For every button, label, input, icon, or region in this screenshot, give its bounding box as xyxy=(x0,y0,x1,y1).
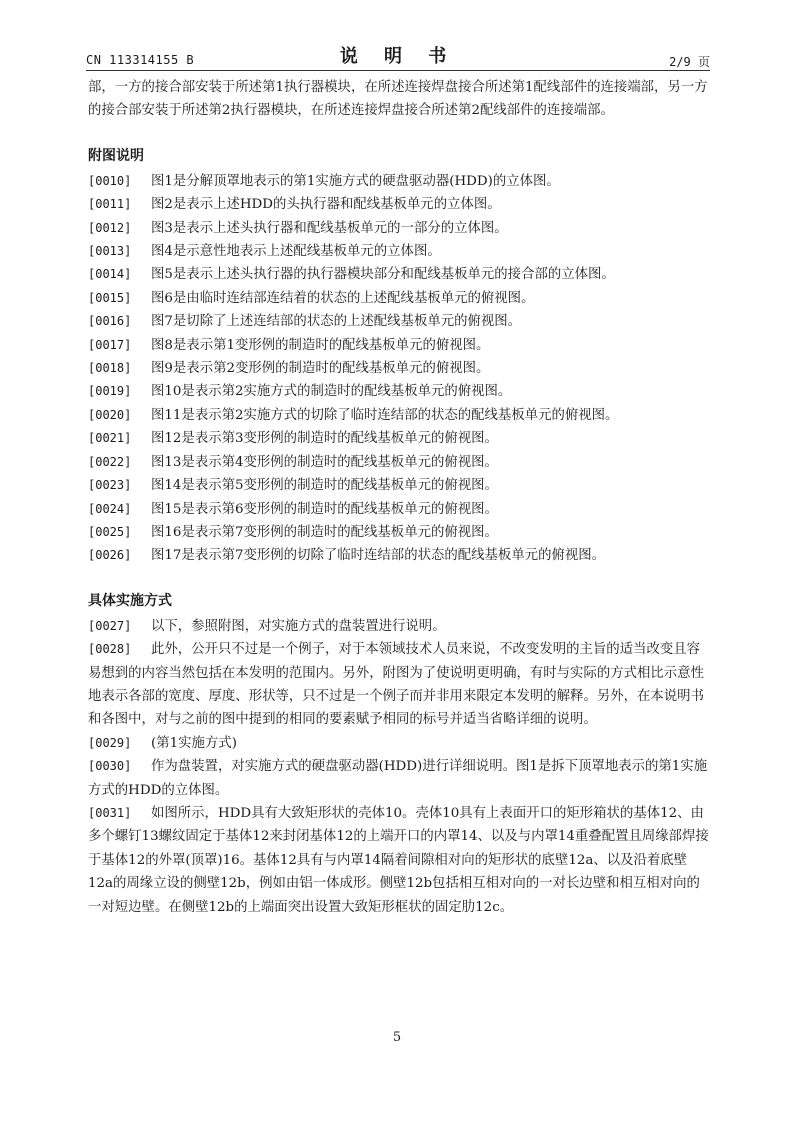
paragraph-text: 图17是表示第7变形例的切除了临时连结部的状态的配线基板单元的俯视图。 xyxy=(151,548,606,564)
paragraph-text: 图14是表示第5变形例的制造时的配线基板单元的俯视图。 xyxy=(151,478,498,494)
figures-section-heading: 附图说明 xyxy=(88,147,144,164)
paragraph-number: [0016] xyxy=(88,314,132,329)
numbered-paragraph xyxy=(88,357,710,380)
page-header xyxy=(86,40,710,71)
paragraph-number: [0011] xyxy=(88,197,132,212)
paragraph-number: [0021] xyxy=(88,431,132,446)
page-indicator: 2/9 页 xyxy=(669,55,710,69)
paragraph-text: 图2是表示上述HDD的头执行器和配线基板单元的立体图。 xyxy=(151,197,501,213)
paragraph-text: 图7是切除了上述连结部的状态的上述配线基板单元的俯视图。 xyxy=(151,314,522,330)
paragraph-text: 图9是表示第2变形例的制造时的配线基板单元的俯视图。 xyxy=(151,361,490,377)
numbered-paragraph xyxy=(88,755,710,802)
document-number: CN 113314155 B xyxy=(86,53,195,67)
numbered-paragraph xyxy=(88,427,710,450)
numbered-paragraph xyxy=(88,310,710,333)
paragraph-number: [0017] xyxy=(88,337,132,352)
figures-list xyxy=(88,170,710,568)
paragraph-text: (第1实施方式) xyxy=(151,735,237,751)
paragraph-number: [0015] xyxy=(88,290,132,305)
paragraph-text: 图1是分解顶罩地表示的第1实施方式的硬盘驱动器(HDD)的立体图。 xyxy=(151,173,560,189)
numbered-paragraph xyxy=(88,498,710,521)
numbered-paragraph xyxy=(88,170,710,193)
numbered-paragraph xyxy=(88,638,710,732)
numbered-paragraph xyxy=(88,380,710,403)
numbered-paragraph xyxy=(88,544,710,567)
paragraph-number: [0023] xyxy=(88,478,132,493)
numbered-paragraph xyxy=(88,802,710,919)
paragraph-text: 图5是表示上述头执行器的执行器模块部分和配线基板单元的接合部的立体图。 xyxy=(151,267,615,283)
paragraph-text: 图11是表示第2实施方式的切除了临时连结部的状态的配线基板单元的俯视图。 xyxy=(151,407,619,423)
numbered-paragraph xyxy=(88,193,710,216)
paragraph-text: 图10是表示第2实施方式的制造时的配线基板单元的俯视图。 xyxy=(151,384,512,400)
numbered-paragraph xyxy=(88,732,710,755)
embodiment-list xyxy=(88,615,710,919)
numbered-paragraph xyxy=(88,217,710,240)
numbered-paragraph xyxy=(88,615,710,638)
document-title: 说 明 书 xyxy=(339,46,457,67)
paragraph-text: 图3是表示上述头执行器和配线基板单元的一部分的立体图。 xyxy=(151,220,508,236)
paragraph-text: 图4是示意性地表示上述配线基板单元的立体图。 xyxy=(151,244,441,260)
paragraph-number: [0020] xyxy=(88,407,132,422)
paragraph-number: [0028] xyxy=(88,642,132,657)
paragraph-number: [0022] xyxy=(88,454,132,469)
paragraph-text: 作为盘装置，对实施方式的硬盘驱动器(HDD)进行详细说明。图1是拆下顶罩地表示的第1实施方式的HDD的立体图。 xyxy=(88,759,708,798)
paragraph-number: [0031] xyxy=(88,805,132,820)
numbered-paragraph xyxy=(88,240,710,263)
page-number: 5 xyxy=(392,1030,402,1045)
numbered-paragraph xyxy=(88,404,710,427)
embodiment-section-heading: 具体实施方式 xyxy=(88,592,172,609)
paragraph-number: [0019] xyxy=(88,384,132,399)
paragraph-text: 图16是表示第7变形例的制造时的配线基板单元的俯视图。 xyxy=(151,524,498,540)
paragraph-text: 图8是表示第1变形例的制造时的配线基板单元的俯视图。 xyxy=(151,337,490,353)
paragraph-number: [0024] xyxy=(88,501,132,516)
paragraph-text: 图15是表示第6变形例的制造时的配线基板单元的俯视图。 xyxy=(151,501,498,517)
paragraph-text: 以下，参照附图，对实施方式的盘装置进行说明。 xyxy=(151,618,446,634)
paragraph-number: [0014] xyxy=(88,267,132,282)
paragraph-number: [0026] xyxy=(88,548,132,563)
numbered-paragraph xyxy=(88,334,710,357)
paragraph-text: 图13是表示第4变形例的制造时的配线基板单元的俯视图。 xyxy=(151,454,498,470)
paragraph-number: [0029] xyxy=(88,735,132,750)
numbered-paragraph xyxy=(88,521,710,544)
paragraph-number: [0012] xyxy=(88,220,132,235)
paragraph-number: [0010] xyxy=(88,173,132,188)
paragraph-number: [0027] xyxy=(88,618,132,633)
document-body xyxy=(88,76,710,919)
paragraph-text: 此外，公开只不过是一个例子，对于本领域技术人员来说，不改变发明的主旨的适当改变且容易想到的内容当然包括在本发明的范围内。另外，附图为了使说明更明确，有时与实际的方式相比示意性地表示各部的宽度、厚度、形状等，只不过是一个例子而并非用来限定本发明的解释。另外，在本说明书和各图中，对与之前的图中提到的相同的要素赋予相同的标号并适当省略详细的说明。 xyxy=(88,642,704,728)
paragraph-number: [0030] xyxy=(88,759,132,774)
paragraph-number: [0025] xyxy=(88,524,132,539)
numbered-paragraph xyxy=(88,287,710,310)
paragraph-number: [0018] xyxy=(88,361,132,376)
numbered-paragraph xyxy=(88,451,710,474)
paragraph-text: 如图所示，HDD具有大致矩形状的壳体10。壳体10具有上表面开口的矩形箱状的基体12、由多个螺钉13螺纹固定于基体12来封闭基体12的上端开口的内罩14、以及与内罩14重叠配置且周缘部焊接于基体12的外罩(顶罩)16。基体12具有与内罩14隔着间隙相对向的矩形状的底壁12a、以及沿着底壁12a的周缘立设的侧壁12b，例如由铝一体成形。侧壁12b包括相互相对向的一对长边壁和相互相对向的一对短边壁。在侧壁12b的上端面突出设置大致矩形框状的固定肋12c。 xyxy=(88,805,709,915)
continuation-paragraph: 部，一方的接合部安装于所述第1执行器模块，在所述连接焊盘接合所述第1配线部件的连接端部，另一方的接合部安装于所述第2执行器模块，在所述连接焊盘接合所述第2配线部件的连接端部。 xyxy=(88,80,708,119)
numbered-paragraph xyxy=(88,263,710,286)
paragraph-text: 图6是由临时连结部连结着的状态的上述配线基板单元的俯视图。 xyxy=(151,290,535,306)
numbered-paragraph xyxy=(88,474,710,497)
paragraph-number: [0013] xyxy=(88,244,132,259)
paragraph-text: 图12是表示第3变形例的制造时的配线基板单元的俯视图。 xyxy=(151,431,498,447)
